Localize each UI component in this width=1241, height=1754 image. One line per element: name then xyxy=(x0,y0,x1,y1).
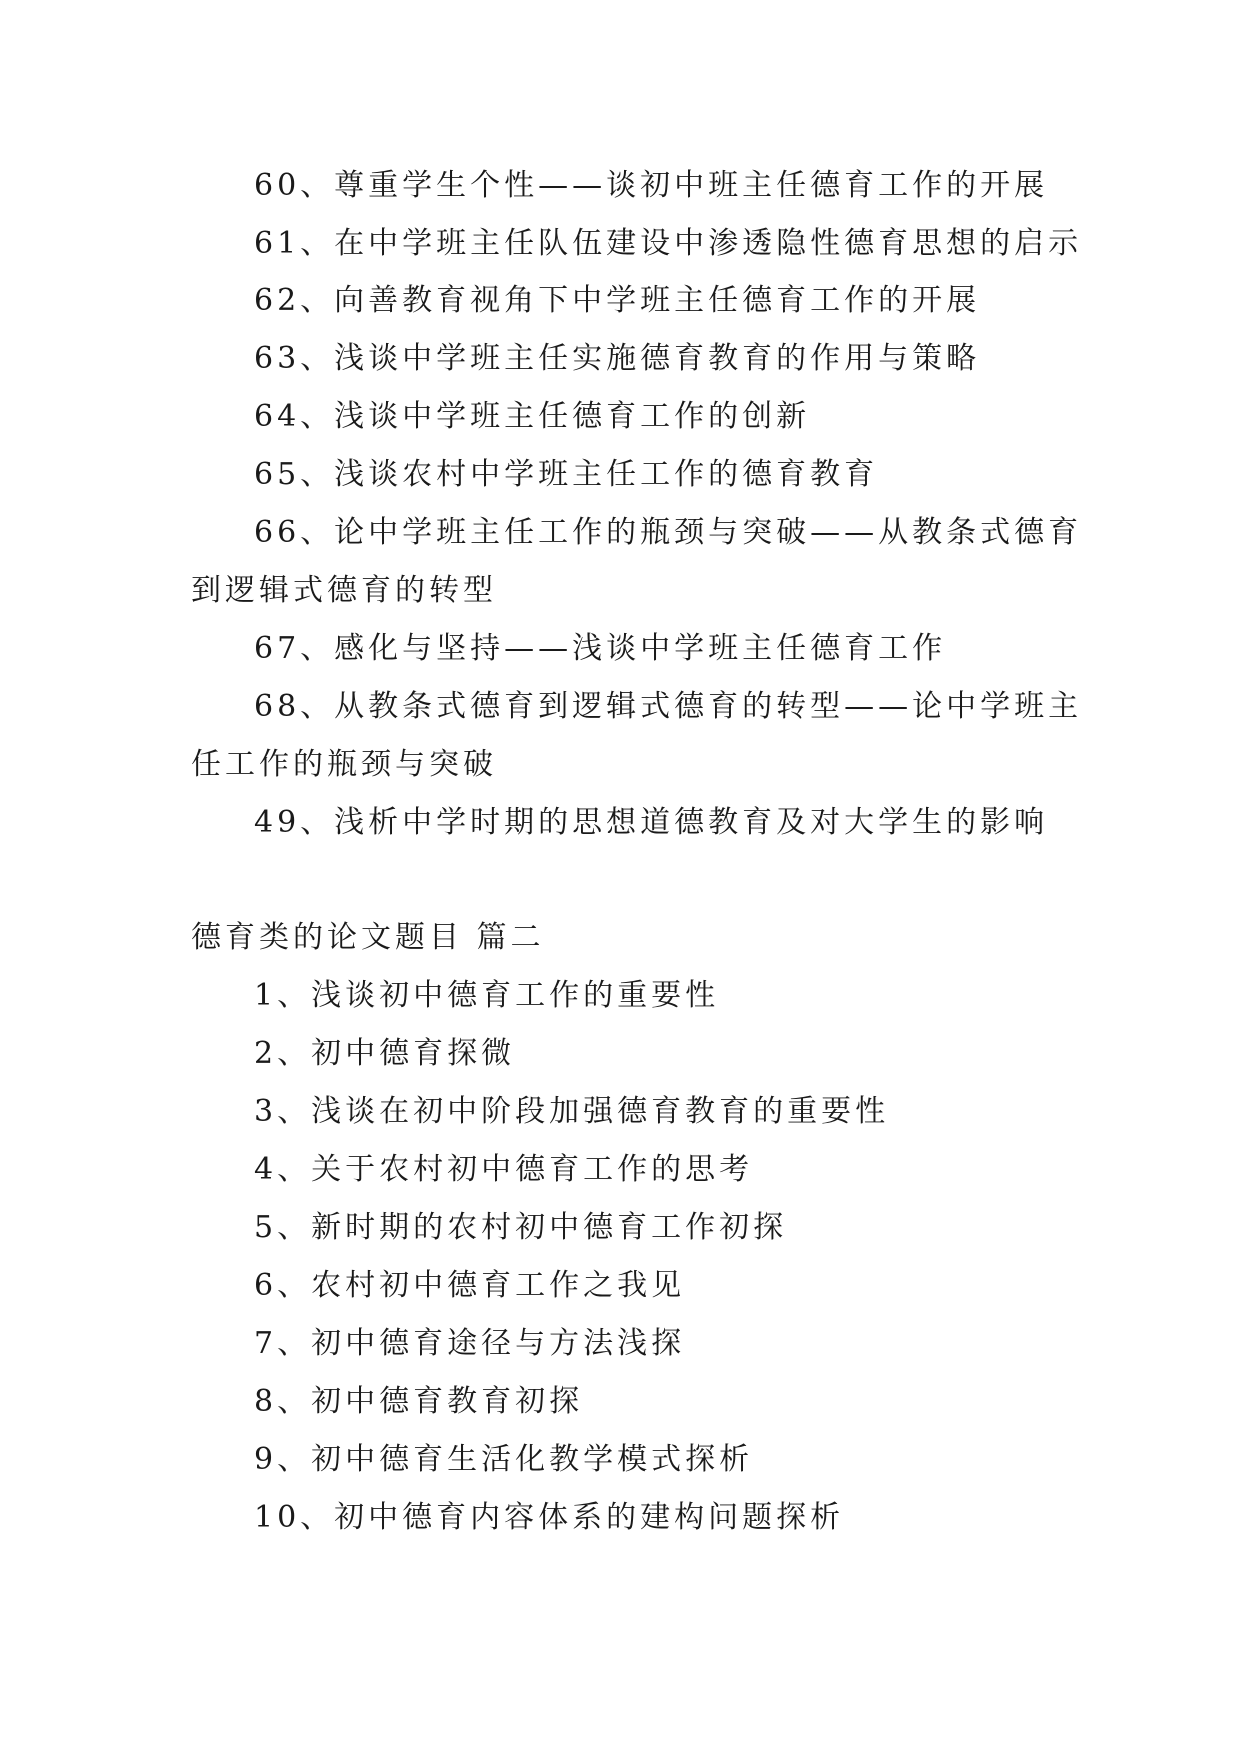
list-item: 64、浅谈中学班主任德育工作的创新 xyxy=(254,399,811,434)
list-item: 6、农村初中德育工作之我见 xyxy=(254,1268,686,1303)
list-item-continuation: 到逻辑式德育的转型 xyxy=(191,573,497,608)
list-item: 4、关于农村初中德育工作的思考 xyxy=(254,1152,754,1187)
list-item-line: 68、从教条式德育到逻辑式德育的转型——论中学班主 xyxy=(254,689,1083,724)
list-item: 63、浅谈中学班主任实施德育教育的作用与策略 xyxy=(254,341,981,376)
list-item-line: 66、论中学班主任工作的瓶颈与突破——从教条式德育 xyxy=(254,515,1083,550)
list-item: 3、浅谈在初中阶段加强德育教育的重要性 xyxy=(254,1094,890,1129)
list-item: 49、浅析中学时期的思想道德教育及对大学生的影响 xyxy=(254,805,1049,840)
list-item: 62、向善教育视角下中学班主任德育工作的开展 xyxy=(254,283,981,318)
list-item: 60、尊重学生个性——谈初中班主任德育工作的开展 xyxy=(254,168,1049,203)
section-heading: 德育类的论文题目 篇二 xyxy=(191,920,545,955)
list-item: 65、浅谈农村中学班主任工作的德育教育 xyxy=(254,457,879,492)
list-item: 7、初中德育途径与方法浅探 xyxy=(254,1326,686,1361)
list-item: 8、初中德育教育初探 xyxy=(254,1384,584,1419)
list-item: 10、初中德育内容体系的建构问题探析 xyxy=(254,1500,845,1535)
list-item: 1、浅谈初中德育工作的重要性 xyxy=(254,978,720,1013)
list-item: 5、新时期的农村初中德育工作初探 xyxy=(254,1210,788,1245)
list-item: 9、初中德育生活化教学模式探析 xyxy=(254,1442,754,1477)
list-item-continuation: 任工作的瓶颈与突破 xyxy=(191,747,497,782)
list-item: 61、在中学班主任队伍建设中渗透隐性德育思想的启示 xyxy=(254,226,1083,261)
list-item: 67、感化与坚持——浅谈中学班主任德育工作 xyxy=(254,631,947,666)
list-item: 2、初中德育探微 xyxy=(254,1036,516,1071)
